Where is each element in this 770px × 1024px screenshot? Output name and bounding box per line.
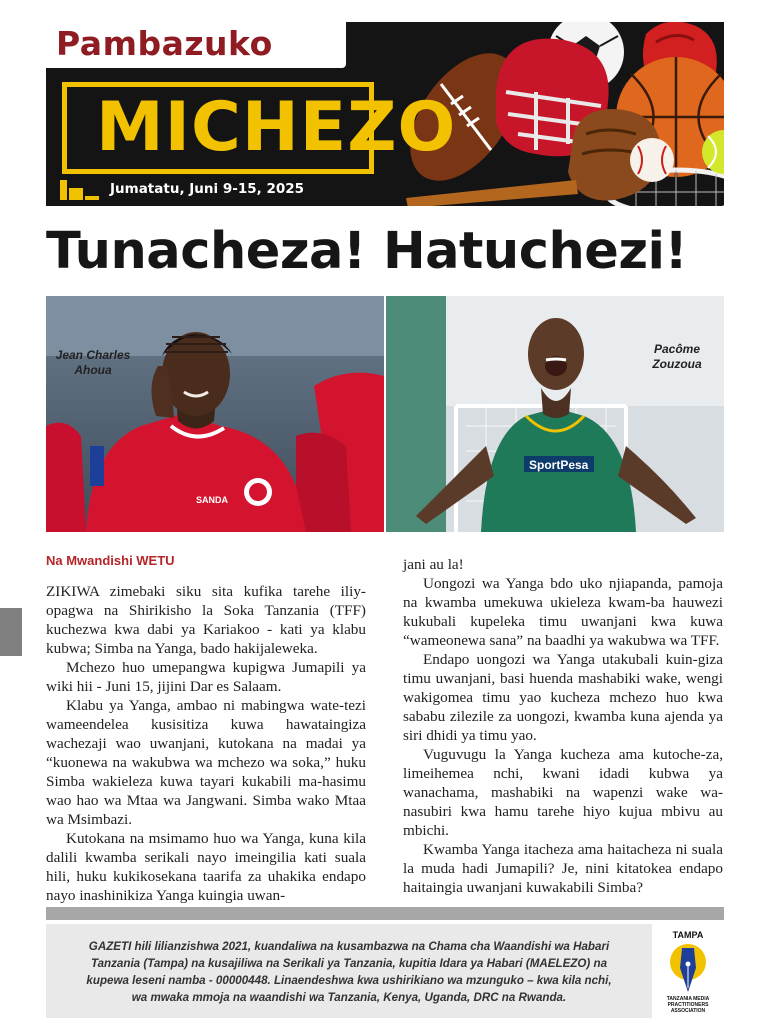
player-photo-right (386, 296, 724, 532)
logo-subtitle-line: PRACTITIONERS (667, 1002, 709, 1008)
publisher-note-line: kupewa leseni namba - 00000448. Linaendeshwa kwa ushirikiano wa mzunguko – kwa kila nchi, (86, 974, 612, 987)
paragraph: ZIKIWA zimebaki siku sita kufika tarehe iliy-opagwa na Shirikisho la Soka Tanzania (TFF) kuchezwa kwa dabi ya Kariakoo - kati ya klabu kubwa; Simba na Yanga, bado hakijaleweka. (46, 583, 366, 657)
publisher-note (46, 938, 652, 1006)
caption-left-line2: Ahoua (74, 363, 112, 377)
publisher-note-line: wa mwaka mmoja na waandishi wa Tanzania, Kenya, Uganda, DRC na Rwanda. (131, 991, 567, 1004)
masthead (46, 22, 724, 206)
paragraph: Klabu ya Yanga, ambao ni mabingwa wate-tezi wameendelea kusisitiza kuwa hawataingiza wachezaji wao uwanjani, kutokana na madai ya “kuonewa na wakubwa wa mchezo wa soka,” huku Simba wakieleza kuwa tayari kukabili ma-hasimu wao hao wa Mtaa wa Jangwani. Simba wako Mtaa wa Msimbazi. (46, 697, 366, 828)
logo-subtitle (652, 996, 724, 1014)
tampa-logo (652, 924, 724, 1018)
brand-name: Pambazuko (56, 24, 273, 63)
caption-left (48, 348, 138, 378)
publisher-note-line: GAZETI hili lilianzishwa 2021, kuandaliwa na kusambazwa na Chama cha Waandishi wa Habari (88, 940, 610, 953)
page-edge-tab (0, 608, 22, 656)
brand-box (46, 22, 346, 68)
footer-divider (46, 907, 724, 920)
caption-right-line1: Pacôme (653, 342, 701, 356)
caption-right-line2: Zouzoua (652, 357, 702, 371)
paragraph: Uongozi wa Yanga bdo uko njiapanda, pamoja na kwamba umekuwa ukieleza kwam-ba hauwezi kukubali kupeleka timu uwanjani kwa kuwa “wameonewa sana” na baadhi ya wakubwa wa TFF. (403, 575, 723, 649)
pen-nib-icon (652, 940, 724, 996)
headline: Tunacheza! Hatuchezi! (46, 222, 688, 281)
photo-zouzoua (386, 296, 724, 532)
article-column-left (46, 582, 366, 905)
logo-subtitle-line: TANZANIA MEDIA (666, 996, 710, 1002)
section-title: MICHEZO (96, 88, 457, 167)
byline: Na Mwandishi WETU (46, 553, 175, 568)
player-photo-left (46, 296, 384, 532)
logo-name: TAMPA (672, 930, 704, 940)
article-column-right (403, 555, 723, 897)
caption-left-line1: Jean Charles (55, 348, 131, 362)
paragraph: Kwamba Yanga itacheza ama haitacheza ni suala la muda hadi Jumapili? Je, nini kitatokea endapo haitaingia uwanjani kuwakabili Simba? (403, 841, 723, 896)
shirt-sponsor-right: SportPesa (529, 458, 589, 472)
paragraph: jani au la! (403, 556, 464, 573)
paragraph: Vuguvugu la Yanga kucheza ama kutoche-za, limeihemea nchi, kwani idadi kubwa ya wanachama, mashabiki na wapenzi wake wa-nasubiri kwa hamu tarehe hiyo kujua mbivu au mbichi. (403, 746, 723, 839)
photo-ahoua (46, 296, 384, 532)
paragraph: Endapo uongozi wa Yanga utakubali kuin-giza timu uwanjani, basi huenda mashabiki wake, wengi wakigomea timu yao kucheza mchezo huo kwa sababu zilezile za uongozi, kwamba kuna ajenda ya siri dhidi ya timu yao. (403, 651, 723, 744)
paragraph: Mchezo huo umepangwa kupigwa Jumapili ya wiki hii - Juni 15, jijini Dar es Salaam. (46, 659, 366, 695)
shirt-sponsor-left: SANDA (196, 495, 229, 505)
logo-subtitle-line: ASSOCIATION (670, 1008, 706, 1014)
publisher-note-line: Tanzania (Tampa) na kusajiliwa na Serikali ya Tanzania, kupitia Idara ya Habari (MAELEZO) na (90, 957, 608, 970)
caption-right (632, 342, 722, 372)
paragraph: Kutokana na msimamo huo wa Yanga, kuna kila dalili kwamba serikali nayo imeingilia kati suala hili, huku kukikosekana taarifa za uhakika endapo nayo inashinikiza Yanga kuingia uwan- (46, 830, 366, 904)
issue-date: Jumatatu, Juni 9-15, 2025 (110, 181, 305, 197)
footer (46, 924, 724, 1018)
